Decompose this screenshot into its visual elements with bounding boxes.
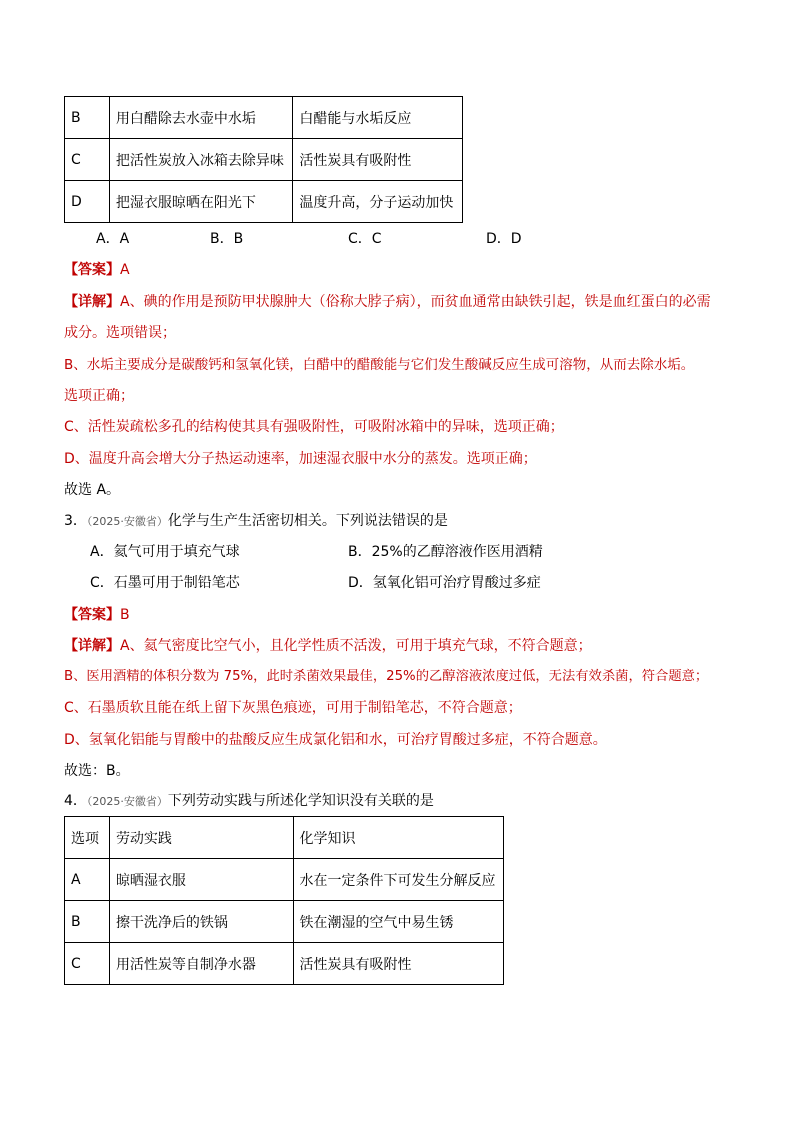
table-cell: 水在一定条件下可发生分解反应 [293, 859, 504, 901]
question-4-stem [64, 791, 434, 812]
detail-line: 选项正确； [64, 388, 134, 404]
detail-text: A、氦气密度比空气小，且化学性质不活泼，可用于填充气球，不符合题意； [120, 638, 592, 654]
answer-value: B [120, 607, 130, 623]
detail-line [64, 292, 711, 312]
column-header: 选项 [65, 817, 110, 859]
source-badge: （2025·安徽省） [86, 515, 168, 528]
option-b: B．B [210, 231, 244, 247]
question-2-table [64, 96, 463, 223]
table-row [65, 943, 504, 985]
option-d: D．氢氧化铝可治疗胃酸过多症 [348, 575, 541, 591]
detail-line: C、石墨质软且能在纸上留下灰黑色痕迹，可用于制铅笔芯，不符合题意； [64, 700, 522, 716]
table-cell: 用白醋除去水壶中水垢 [109, 97, 292, 139]
table-header-row [65, 817, 504, 859]
detail-line: C、活性炭疏松多孔的结构使其具有强吸附性，可吸附冰箱中的异味，选项正确； [64, 419, 564, 435]
detail-label: 【详解】 [64, 294, 120, 310]
option-c: C．C [348, 231, 382, 247]
option-c: C．石墨可用于制铅笔芯 [90, 575, 240, 591]
table-cell: C [65, 139, 110, 181]
question-text: 化学与生产生活密切相关。下列说法错误的是 [167, 513, 448, 529]
table-cell: 温度升高，分子运动加快 [293, 181, 463, 223]
table-cell: C [65, 943, 110, 985]
detail-line: 成分。选项错误； [64, 325, 176, 341]
detail-text: A、碘的作用是预防甲状腺肿大（俗称大脖子病），而贫血通常由缺铁引起，铁是血红蛋白的必需 [120, 294, 711, 310]
table-cell: 把湿衣服晾晒在阳光下 [109, 181, 292, 223]
column-header: 劳动实践 [109, 817, 293, 859]
table-cell: 铁在潮湿的空气中易生锈 [293, 901, 504, 943]
question-number: 4． [64, 793, 87, 809]
question-text: 下列劳动实践与所述化学知识没有关联的是 [167, 793, 434, 809]
table-cell: D [65, 181, 110, 223]
detail-line [64, 636, 592, 656]
table-cell: 把活性炭放入冰箱去除异味 [109, 139, 292, 181]
table-row [65, 139, 463, 181]
answer-value: A [120, 262, 130, 278]
answer-label: 【答案】 [64, 607, 120, 623]
table-cell: B [65, 97, 110, 139]
source-badge: （2025·安徽省） [86, 795, 168, 808]
table-row [65, 859, 504, 901]
answer-line [64, 605, 130, 625]
question-3-stem [64, 511, 448, 532]
detail-line: B、医用酒精的体积分数为 75%，此时杀菌效果最佳，25%的乙醇溶液浓度过低，无法有效杀菌，符合题意； [64, 669, 709, 684]
table-cell: 擦干洗净后的铁锅 [109, 901, 293, 943]
answer-line [64, 260, 130, 280]
option-a: A．A [96, 231, 130, 247]
table-row [65, 97, 463, 139]
option-d: D．D [486, 231, 522, 247]
table-cell: 晾晒湿衣服 [109, 859, 293, 901]
table-cell: A [65, 859, 110, 901]
detail-line: B、水垢主要成分是碳酸钙和氢氧化镁，白醋中的醋酸能与它们发生酸碱反应生成可溶物，从而去除水垢。 [64, 357, 695, 373]
conclusion: 故选：B。 [64, 763, 130, 779]
conclusion: 故选 A。 [64, 482, 121, 498]
table-row [65, 181, 463, 223]
question-number: 3． [64, 513, 87, 529]
table-cell: 用活性炭等自制净水器 [109, 943, 293, 985]
column-header: 化学知识 [293, 817, 504, 859]
table-cell: 活性炭具有吸附性 [293, 943, 504, 985]
table-cell: 活性炭具有吸附性 [293, 139, 463, 181]
detail-label: 【详解】 [64, 638, 120, 654]
question-4-table [64, 816, 504, 985]
answer-label: 【答案】 [64, 262, 120, 278]
detail-line: D、氢氧化铝能与胃酸中的盐酸反应生成氯化铝和水，可治疗胃酸过多症，不符合题意。 [64, 732, 607, 748]
option-b: B．25%的乙醇溶液作医用酒精 [348, 544, 543, 560]
table-row [65, 901, 504, 943]
option-a: A．氦气可用于填充气球 [90, 544, 240, 560]
detail-line: D、温度升高会增大分子热运动速率，加速湿衣服中水分的蒸发。选项正确； [64, 451, 537, 467]
table-cell: B [65, 901, 110, 943]
table-cell: 白醋能与水垢反应 [293, 97, 463, 139]
